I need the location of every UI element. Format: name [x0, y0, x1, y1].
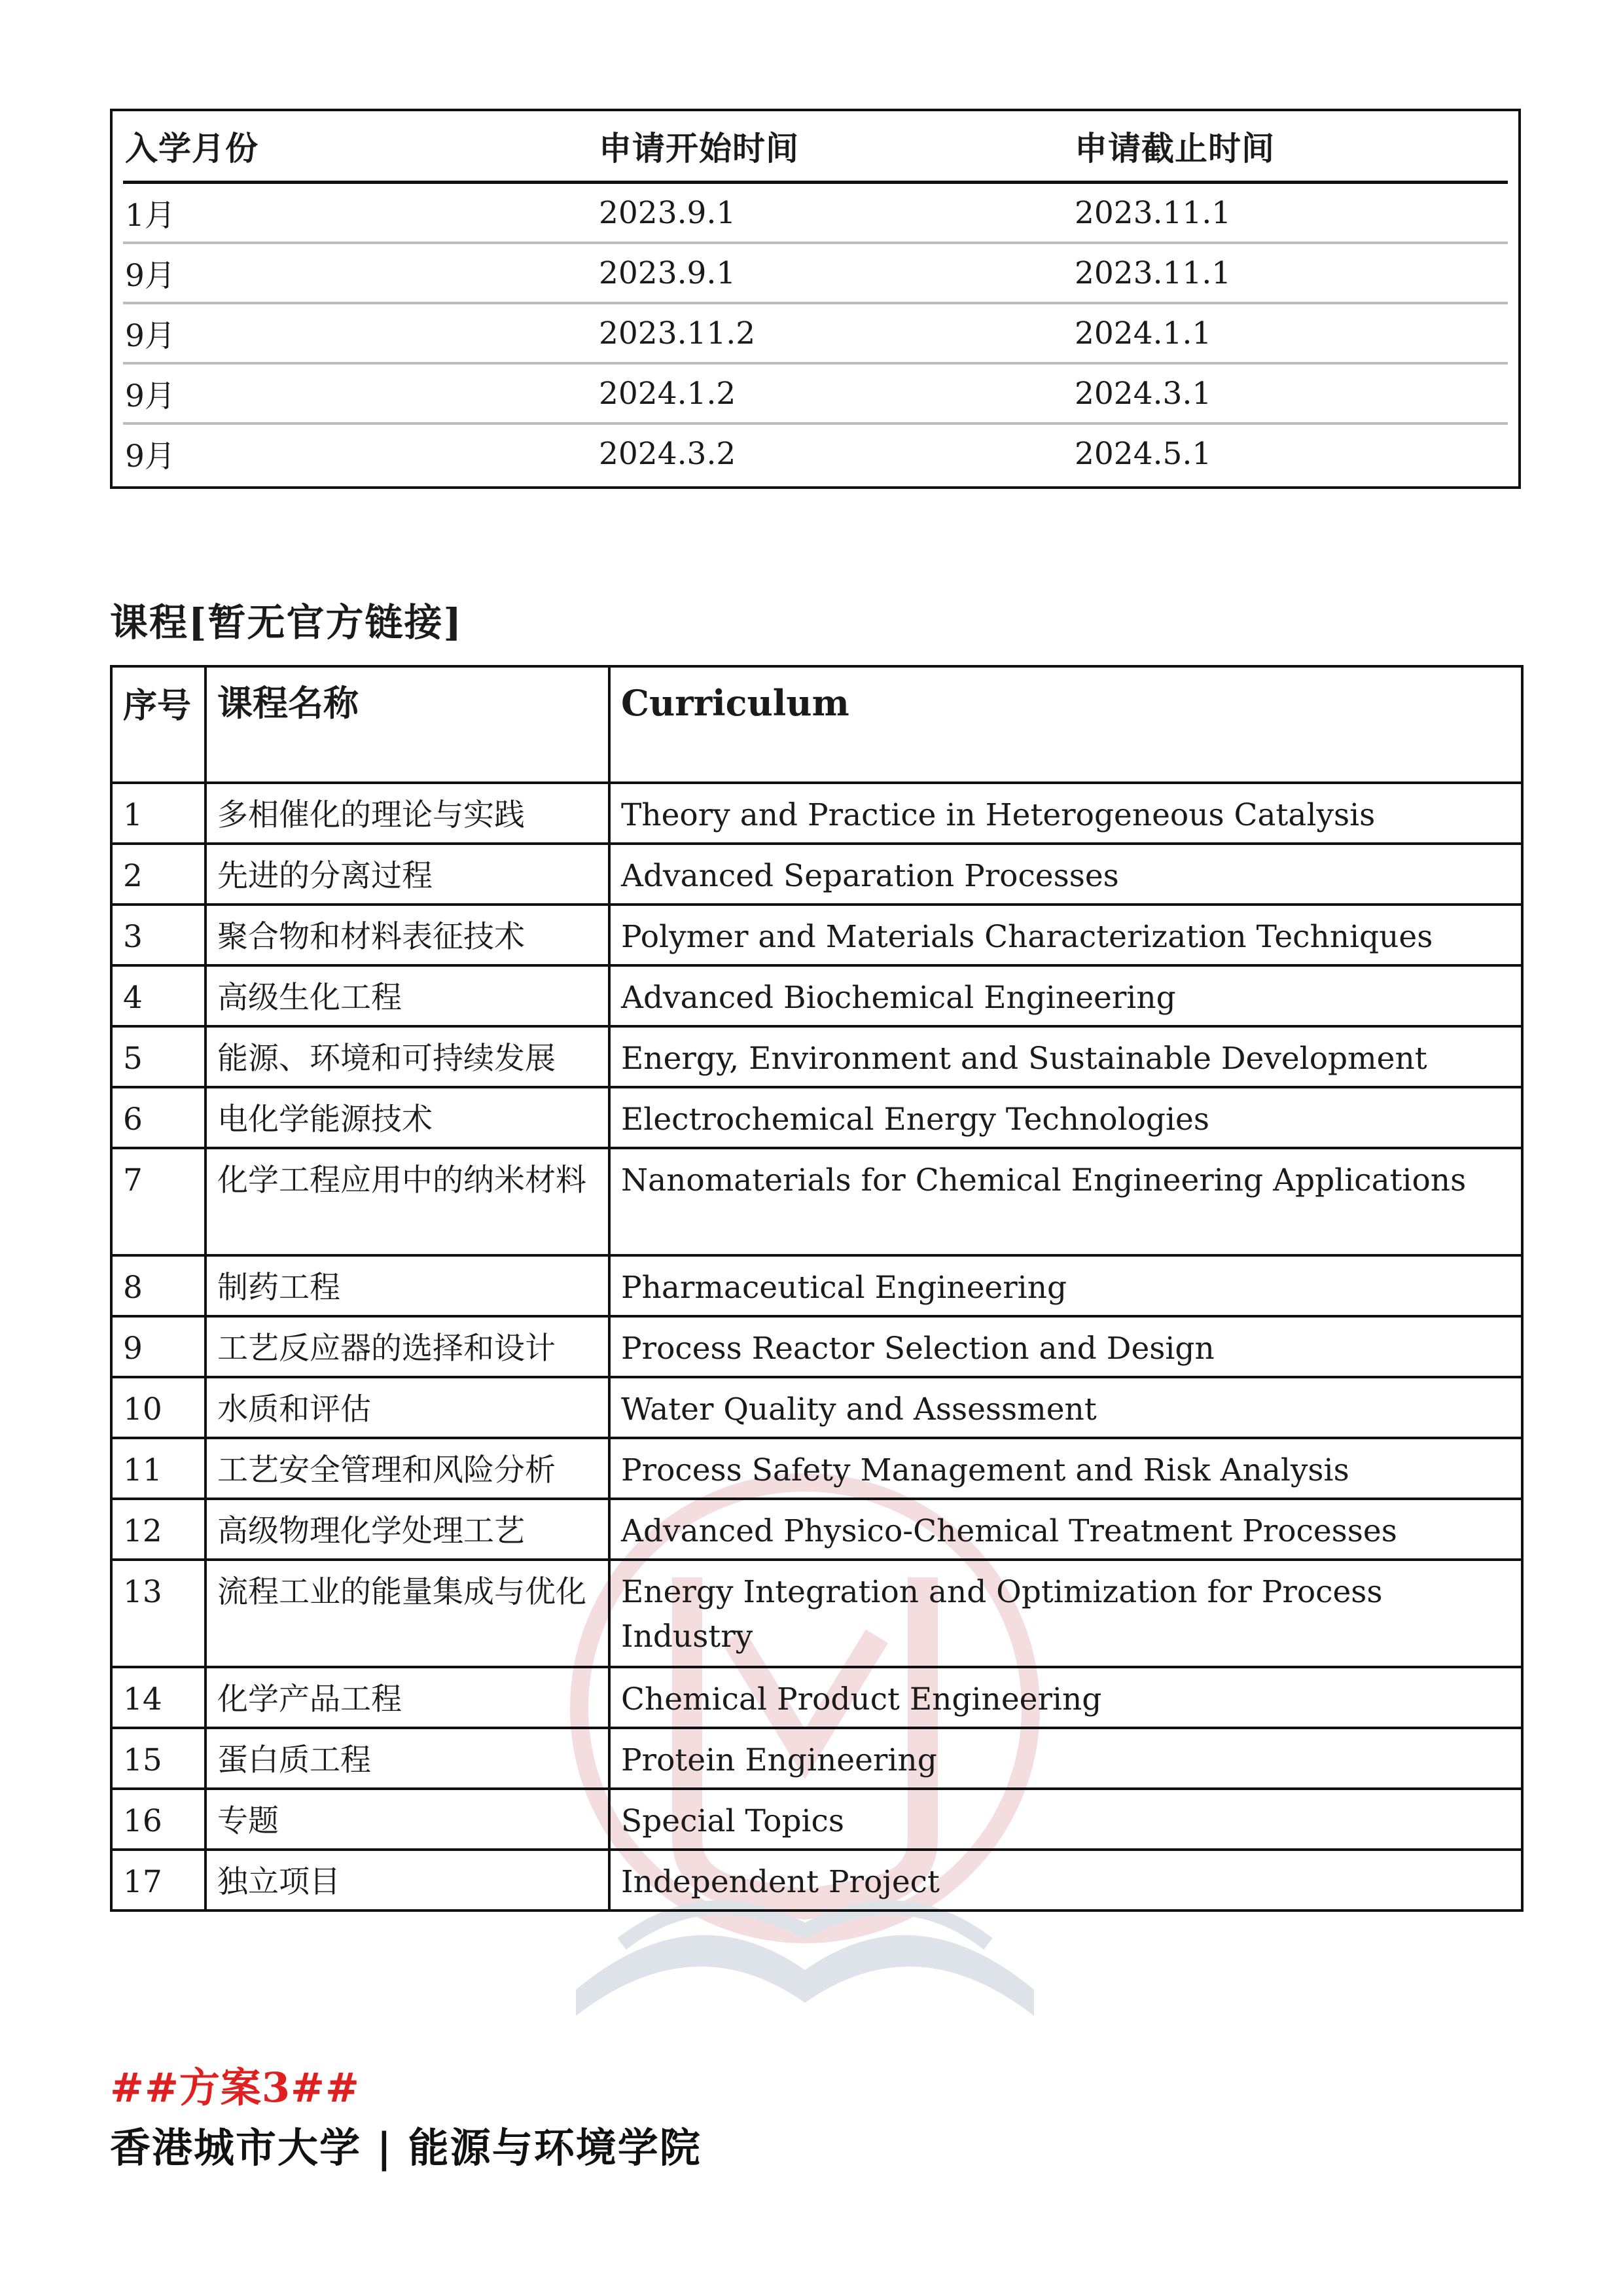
- header-application-start: 申请开始时间: [599, 129, 799, 168]
- table-row: [123, 304, 1508, 365]
- table-row: [111, 1377, 1522, 1438]
- table-row: [111, 1255, 1522, 1316]
- course-number: 12: [111, 1499, 205, 1560]
- course-chinese-name: 电化学能源技术: [205, 1087, 609, 1148]
- course-english-name: Advanced Separation Processes: [609, 844, 1522, 905]
- course-number: 4: [111, 965, 205, 1026]
- course-chinese-name: 蛋白质工程: [205, 1728, 609, 1789]
- header-application-deadline: 申请截止时间: [1075, 129, 1275, 168]
- course-english-name: Nanomaterials for Chemical Engineering Applications: [609, 1148, 1522, 1255]
- course-english-name: Energy, Environment and Sustainable Development: [609, 1026, 1522, 1087]
- course-number: 5: [111, 1026, 205, 1087]
- intake-month: 9月: [125, 317, 175, 354]
- table-row: [111, 1316, 1522, 1377]
- table-row: [123, 365, 1508, 425]
- course-english-name: Electrochemical Energy Technologies: [609, 1087, 1522, 1148]
- start-date: 2024.3.2: [599, 435, 736, 472]
- table-row: [111, 1789, 1522, 1850]
- table-row: [123, 425, 1508, 482]
- course-chinese-name: 化学工程应用中的纳米材料: [205, 1148, 609, 1255]
- table-row: [111, 783, 1522, 844]
- start-date: 2023.11.2: [599, 315, 756, 351]
- start-date: 2023.9.1: [599, 194, 736, 231]
- intake-month: 9月: [125, 257, 175, 294]
- deadline-date: 2024.3.1: [1075, 375, 1212, 412]
- course-chinese-name: 水质和评估: [205, 1377, 609, 1438]
- course-english-name: Energy Integration and Optimization for Process Industry: [609, 1560, 1522, 1667]
- course-number: 2: [111, 844, 205, 905]
- course-number: 15: [111, 1728, 205, 1789]
- course-table-header: [111, 666, 1522, 783]
- table-row: [111, 1728, 1522, 1789]
- course-english-name: Chemical Product Engineering: [609, 1667, 1522, 1728]
- course-table: [110, 665, 1524, 1912]
- table-row: [111, 1850, 1522, 1910]
- course-number: 8: [111, 1255, 205, 1316]
- course-chinese-name: 高级物理化学处理工艺: [205, 1499, 609, 1560]
- course-chinese-name: 先进的分离过程: [205, 844, 609, 905]
- school-name: 香港城市大学 | 能源与环境学院: [110, 2124, 702, 2172]
- course-chinese-name: 多相催化的理论与实践: [205, 783, 609, 844]
- table-row: [111, 1499, 1522, 1560]
- course-english-name: Special Topics: [609, 1789, 1522, 1850]
- intake-table: [110, 109, 1521, 489]
- deadline-date: 2024.1.1: [1075, 315, 1212, 351]
- course-number: 1: [111, 783, 205, 844]
- course-number: 14: [111, 1667, 205, 1728]
- start-date: 2024.1.2: [599, 375, 736, 412]
- course-number: 13: [111, 1560, 205, 1667]
- course-chinese-name: 制药工程: [205, 1255, 609, 1316]
- table-row: [111, 1667, 1522, 1728]
- course-english-name: Polymer and Materials Characterization Techniques: [609, 905, 1522, 965]
- intake-table-header: [123, 111, 1508, 184]
- deadline-date: 2023.11.1: [1075, 255, 1232, 291]
- courses-section-title: 课程[暂无官方链接]: [110, 600, 463, 645]
- course-english-name: Theory and Practice in Heterogeneous Catalysis: [609, 783, 1522, 844]
- course-chinese-name: 专题: [205, 1789, 609, 1850]
- header-curriculum: Curriculum: [609, 666, 1522, 783]
- table-row: [111, 905, 1522, 965]
- start-date: 2023.9.1: [599, 255, 736, 291]
- header-chinese-name: 课程名称: [205, 666, 609, 783]
- deadline-date: 2023.11.1: [1075, 194, 1232, 231]
- course-number: 10: [111, 1377, 205, 1438]
- intake-month: 1月: [125, 197, 175, 234]
- course-english-name: Pharmaceutical Engineering: [609, 1255, 1522, 1316]
- table-row: [111, 1148, 1522, 1255]
- course-chinese-name: 工艺安全管理和风险分析: [205, 1438, 609, 1499]
- table-row: [111, 1026, 1522, 1087]
- course-english-name: Process Reactor Selection and Design: [609, 1316, 1522, 1377]
- intake-month: 9月: [125, 438, 175, 475]
- course-english-name: Protein Engineering: [609, 1728, 1522, 1789]
- course-number: 7: [111, 1148, 205, 1255]
- course-number: 6: [111, 1087, 205, 1148]
- table-row: [111, 1438, 1522, 1499]
- table-row: [111, 965, 1522, 1026]
- course-english-name: Advanced Biochemical Engineering: [609, 965, 1522, 1026]
- course-english-name: Independent Project: [609, 1850, 1522, 1910]
- course-english-name: Water Quality and Assessment: [609, 1377, 1522, 1438]
- course-chinese-name: 能源、环境和可持续发展: [205, 1026, 609, 1087]
- deadline-date: 2024.5.1: [1075, 435, 1212, 472]
- table-row: [111, 844, 1522, 905]
- course-number: 3: [111, 905, 205, 965]
- course-chinese-name: 高级生化工程: [205, 965, 609, 1026]
- table-row: [111, 1087, 1522, 1148]
- table-row: [123, 184, 1508, 244]
- course-chinese-name: 聚合物和材料表征技术: [205, 905, 609, 965]
- table-row: [123, 244, 1508, 304]
- intake-month: 9月: [125, 378, 175, 414]
- course-chinese-name: 独立项目: [205, 1850, 609, 1910]
- course-chinese-name: 工艺反应器的选择和设计: [205, 1316, 609, 1377]
- course-english-name: Advanced Physico-Chemical Treatment Processes: [609, 1499, 1522, 1560]
- header-intake-month: 入学月份: [125, 129, 259, 168]
- header-number: 序号: [111, 666, 205, 783]
- course-number: 9: [111, 1316, 205, 1377]
- plan-label: ##方案3##: [110, 2064, 360, 2111]
- course-number: 17: [111, 1850, 205, 1910]
- course-chinese-name: 化学产品工程: [205, 1667, 609, 1728]
- table-row: [111, 1560, 1522, 1667]
- course-number: 11: [111, 1438, 205, 1499]
- course-english-name: Process Safety Management and Risk Analysis: [609, 1438, 1522, 1499]
- course-number: 16: [111, 1789, 205, 1850]
- course-chinese-name: 流程工业的能量集成与优化: [205, 1560, 609, 1667]
